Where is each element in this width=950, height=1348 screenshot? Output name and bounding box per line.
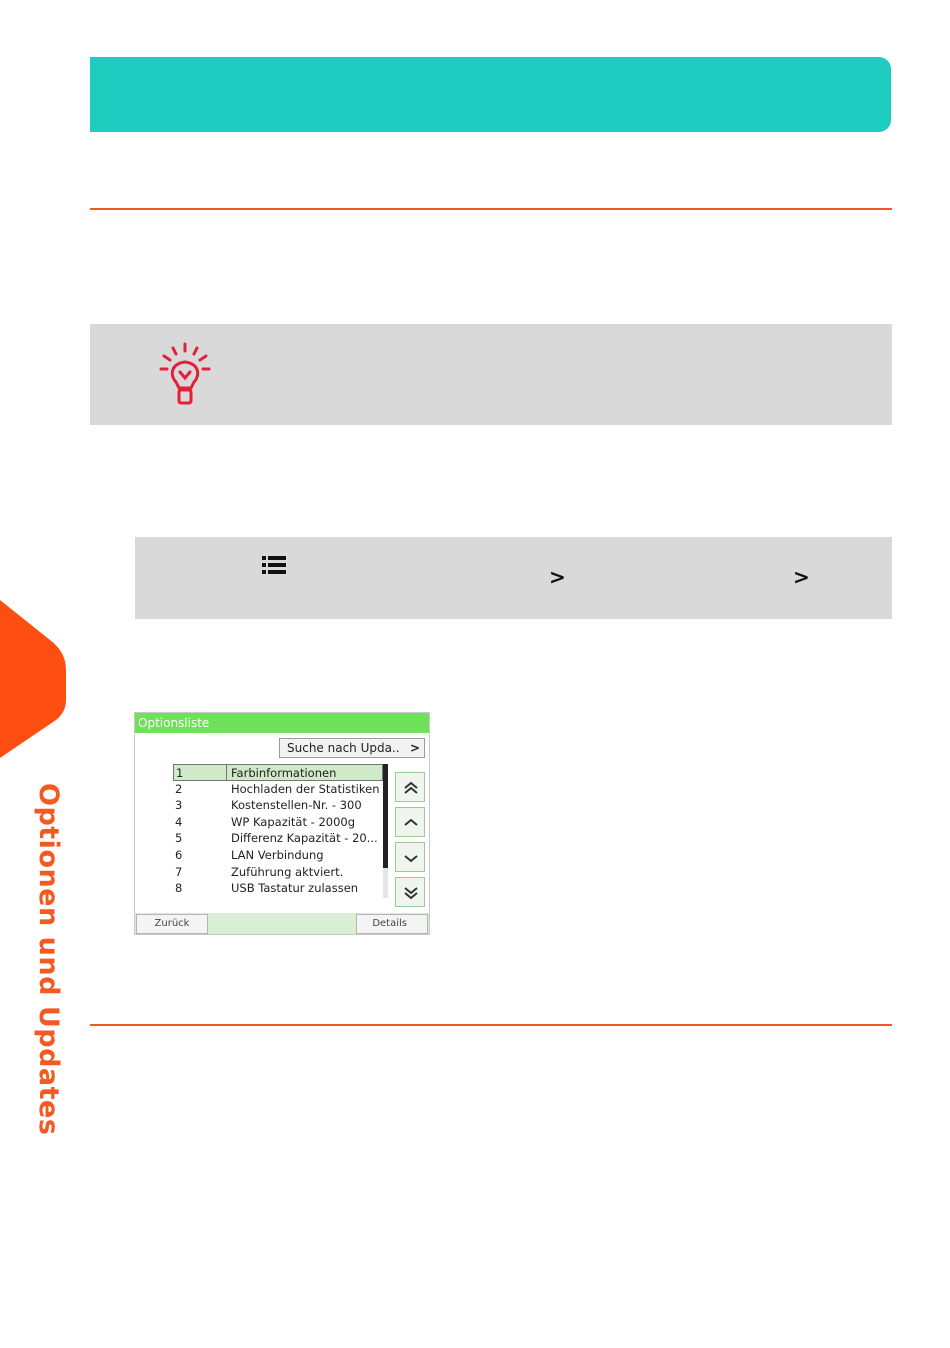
list-item[interactable] (173, 781, 383, 798)
item-label: Differenz Kapazität - 20... (231, 831, 378, 846)
cell-divider (226, 765, 227, 780)
list-scroll-track (383, 868, 388, 898)
back-button[interactable]: Zurück (136, 914, 208, 934)
path-separator: > (549, 565, 566, 589)
item-label: Zuführung aktviert. (231, 864, 344, 879)
option-list (173, 764, 386, 897)
section-divider-bottom (90, 1024, 892, 1026)
search-updates-label: Suche nach Upda.. (287, 741, 400, 755)
chapter-side-label: Optionen und Updates (33, 783, 64, 1136)
menu-list-icon (262, 555, 286, 575)
up-icon (403, 816, 419, 830)
item-label: Farbinformationen (231, 766, 337, 780)
list-item[interactable] (173, 814, 383, 831)
tip-box (90, 324, 892, 425)
scroll-up-button[interactable] (395, 807, 425, 837)
list-item[interactable] (173, 830, 383, 847)
path-separator: > (793, 565, 810, 589)
details-button[interactable]: Details (356, 914, 428, 934)
page-up-icon (403, 781, 419, 795)
screen-title: Optionsliste (135, 713, 429, 733)
item-number: 1 (176, 766, 184, 780)
item-number: 8 (175, 881, 183, 896)
item-label: WP Kapazität - 2000g (231, 814, 356, 829)
lightbulb-icon (158, 342, 212, 406)
item-label: Kostenstellen-Nr. - 300 (231, 798, 362, 813)
page-up-button[interactable] (395, 772, 425, 802)
list-item[interactable] (173, 864, 383, 881)
list-item[interactable] (173, 797, 383, 814)
item-number: 4 (175, 814, 183, 829)
search-updates-button[interactable] (279, 738, 425, 758)
page-down-button[interactable] (395, 877, 425, 907)
item-number: 3 (175, 798, 183, 813)
page-down-icon (403, 886, 419, 900)
chapter-header-bar (90, 57, 891, 132)
down-icon (403, 851, 419, 865)
chapter-tab (0, 600, 66, 758)
list-item[interactable] (173, 847, 383, 864)
item-label: USB Tastatur zulassen (231, 881, 359, 896)
section-divider-top (90, 208, 892, 210)
item-number: 7 (175, 864, 183, 879)
list-scrollbar[interactable] (383, 764, 388, 868)
menu-path-box (135, 537, 892, 619)
item-number: 2 (175, 781, 183, 796)
scroll-down-button[interactable] (395, 842, 425, 872)
item-label: LAN Verbindung (231, 848, 324, 862)
chevron-right-icon: > (409, 741, 420, 755)
list-item[interactable] (173, 764, 383, 781)
item-label: Hochladen der Statistiken (231, 781, 380, 796)
device-screenshot (134, 712, 430, 935)
list-item[interactable] (173, 880, 383, 897)
item-number: 6 (175, 848, 183, 862)
item-number: 5 (175, 831, 183, 846)
